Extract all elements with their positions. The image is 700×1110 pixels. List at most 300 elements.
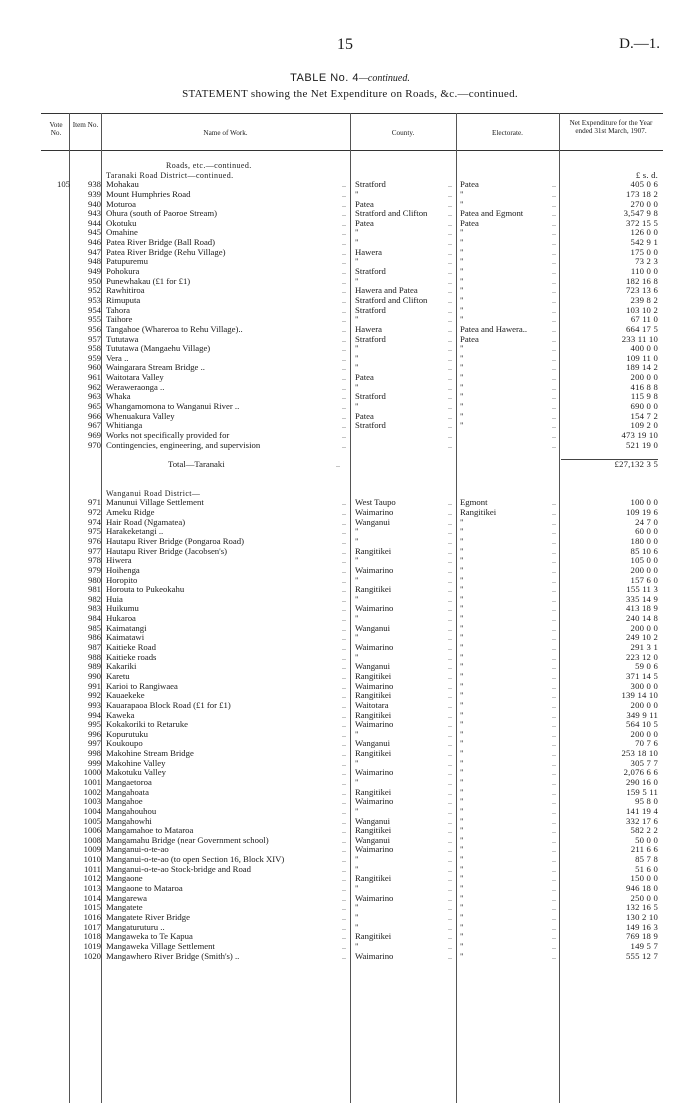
work-name: Tangahoe (Whareroa to Rehu Village).. <box>106 324 243 334</box>
dot-leader: .. <box>552 295 556 305</box>
electorate: " <box>460 816 464 826</box>
section-heading: Taranaki Road District—continued. <box>106 170 234 180</box>
dot-leader: .. <box>342 691 346 701</box>
work-name: Makotuku Valley <box>106 768 166 778</box>
table-row <box>0 508 700 518</box>
net-expenditure: 50 0 0 <box>635 834 658 845</box>
dot-leader: .. <box>342 874 346 884</box>
work-name: Huikumu <box>106 604 139 614</box>
county: Rangitikei <box>355 585 392 595</box>
dot-leader: .. <box>552 623 556 633</box>
table-title-suffix: —continued. <box>359 73 410 84</box>
item-number: 990 <box>87 670 101 681</box>
dot-leader: .. <box>552 864 556 874</box>
table-row <box>0 952 700 962</box>
dot-leader: .. <box>342 334 346 344</box>
item-number: 1003 <box>83 796 101 807</box>
dot-leader: .. <box>342 614 346 624</box>
electorate: " <box>460 382 464 392</box>
item-number: 1011 <box>83 863 101 874</box>
county: Waimarino <box>355 643 394 653</box>
table-row <box>0 219 700 229</box>
electorate: " <box>460 739 464 749</box>
dot-leader: .. <box>448 189 452 199</box>
dot-leader: .. <box>342 816 346 826</box>
item-number: 984 <box>87 613 101 624</box>
dot-leader: .. <box>552 218 556 228</box>
dot-leader: .. <box>552 305 556 315</box>
table-row <box>0 412 700 422</box>
dot-leader: .. <box>448 758 452 768</box>
electorate: " <box>460 536 464 546</box>
table-row <box>0 383 700 393</box>
dot-leader: .. <box>552 720 556 730</box>
item-number: 1017 <box>83 921 101 932</box>
work-name: Hair Road (Ngamatea) <box>106 517 186 527</box>
county: Waimarino <box>355 565 394 575</box>
work-name: Ohura (south of Paoroe Stream) <box>106 209 217 219</box>
work-name: Taihore <box>106 315 133 325</box>
dot-leader: .. <box>448 710 452 720</box>
section-heading-row <box>0 489 700 499</box>
work-name: Mangaweka to Te Kapua <box>106 932 193 942</box>
dot-leader: .. <box>448 749 452 759</box>
dot-leader: .. <box>448 527 452 537</box>
dot-leader: .. <box>342 758 346 768</box>
county: Stratford <box>355 392 386 402</box>
dot-leader: .. <box>552 633 556 643</box>
county: Stratford and Clifton <box>355 209 428 219</box>
item-number: 954 <box>87 304 101 315</box>
net-expenditure: 154 7 2 <box>630 410 658 421</box>
dot-leader: .. <box>342 739 346 749</box>
net-expenditure: 105 0 0 <box>630 555 658 566</box>
table-row <box>0 566 700 576</box>
dot-leader: .. <box>342 392 346 402</box>
electorate: " <box>460 392 464 402</box>
work-name: Kaimatawi <box>106 633 145 643</box>
dot-leader: .. <box>552 430 556 440</box>
item-number: 946 <box>87 237 101 248</box>
electorate: " <box>460 286 464 296</box>
electorate: " <box>460 604 464 614</box>
electorate: " <box>460 633 464 643</box>
dot-leader: .. <box>448 671 452 681</box>
section-heading: Wanganui Road District— <box>106 488 201 498</box>
electorate: " <box>460 700 464 710</box>
electorate: " <box>460 228 464 238</box>
electorate: " <box>460 662 464 672</box>
work-name: Mangaone to Mataroa <box>106 884 183 894</box>
dot-leader: .. <box>448 874 452 884</box>
county: Patea <box>355 373 374 383</box>
dot-leader: .. <box>552 652 556 662</box>
dot-leader: .. <box>342 575 346 585</box>
dot-leader: .. <box>448 324 452 334</box>
net-expenditure: 200 0 0 <box>630 564 658 575</box>
county: Hawera <box>355 247 383 257</box>
item-number: 956 <box>87 323 101 334</box>
net-expenditure: 109 11 0 <box>626 352 658 363</box>
electorate: " <box>460 797 464 807</box>
dot-leader: .. <box>342 643 346 653</box>
electorate: " <box>460 276 464 286</box>
item-number: 1015 <box>83 902 101 913</box>
item-number: 978 <box>87 555 101 566</box>
table-row <box>0 749 700 759</box>
dot-leader: .. <box>552 614 556 624</box>
dot-leader: .. <box>552 662 556 672</box>
electorate: " <box>460 884 464 894</box>
item-number: 962 <box>87 381 101 392</box>
county: " <box>355 189 359 199</box>
spacer-row <box>0 470 700 480</box>
dot-leader: .. <box>552 671 556 681</box>
county: " <box>355 594 359 604</box>
work-name: Patea River Bridge (Rehu Village) <box>106 247 226 257</box>
dot-leader: .. <box>342 652 346 662</box>
item-number: 960 <box>87 362 101 373</box>
dot-leader: .. <box>342 806 346 816</box>
dot-leader: .. <box>552 884 556 894</box>
dot-leader: .. <box>342 286 346 296</box>
dot-leader: .. <box>342 218 346 228</box>
dot-leader: .. <box>448 662 452 672</box>
county: " <box>355 353 359 363</box>
item-number: 979 <box>87 564 101 575</box>
table-row <box>0 267 700 277</box>
net-expenditure: 250 0 0 <box>630 892 658 903</box>
dot-leader: .. <box>342 594 346 604</box>
electorate: " <box>460 594 464 604</box>
item-number: 994 <box>87 709 101 720</box>
table-row <box>0 778 700 788</box>
electorate: " <box>460 903 464 913</box>
table-row <box>0 190 700 200</box>
item-number: 983 <box>87 603 101 614</box>
dot-leader: .. <box>448 421 452 431</box>
electorate: " <box>460 267 464 277</box>
table-row <box>0 363 700 373</box>
electorate: " <box>460 344 464 354</box>
electorate: " <box>460 411 464 421</box>
dot-leader: .. <box>342 681 346 691</box>
dot-leader: .. <box>342 633 346 643</box>
dot-leader: .. <box>342 527 346 537</box>
work-name: Whitianga <box>106 421 143 431</box>
total-row <box>0 460 700 470</box>
net-expenditure: 335 14 9 <box>625 593 658 604</box>
currency-label: £ s. d. <box>635 169 658 180</box>
work-name: Kauaekeke <box>106 691 145 701</box>
dot-leader: .. <box>552 508 556 518</box>
dot-leader: .. <box>342 344 346 354</box>
electorate: " <box>460 893 464 903</box>
work-name: Pohokura <box>106 267 140 277</box>
dot-leader: .. <box>342 941 346 951</box>
dot-leader: .. <box>552 691 556 701</box>
dot-leader: .. <box>448 594 452 604</box>
electorate: " <box>460 305 464 315</box>
table-row <box>0 296 700 306</box>
work-name: Mangaweka Village Settlement <box>106 941 215 951</box>
table-row <box>0 672 700 682</box>
electorate: " <box>460 681 464 691</box>
county: Rangitikei <box>355 546 392 556</box>
dot-leader: .. <box>552 787 556 797</box>
net-expenditure: 149 16 3 <box>625 921 658 932</box>
table-row <box>0 768 700 778</box>
dot-leader: .. <box>342 797 346 807</box>
county: Hawera and Patea <box>355 286 418 296</box>
dot-leader: .. <box>342 508 346 518</box>
net-expenditure: 211 6 6 <box>630 844 658 855</box>
item-number: 992 <box>87 690 101 701</box>
county: " <box>355 912 359 922</box>
work-name: Contingencies, engineering, and supervision <box>106 440 261 450</box>
table-row <box>0 826 700 836</box>
dot-leader: .. <box>448 517 452 527</box>
work-name: Hiwera <box>106 556 132 566</box>
dot-leader: .. <box>552 585 556 595</box>
net-expenditure: 723 13 6 <box>625 285 658 296</box>
work-name: Mangaone <box>106 874 143 884</box>
dot-leader: .. <box>342 565 346 575</box>
expenditure-table <box>0 161 700 961</box>
dot-leader: .. <box>448 238 452 248</box>
net-expenditure: 332 17 6 <box>625 815 658 826</box>
header-top-rule <box>41 113 663 114</box>
table-row <box>0 903 700 913</box>
dot-leader: .. <box>552 932 556 942</box>
work-name: Mount Humphries Road <box>106 189 191 199</box>
electorate: " <box>460 315 464 325</box>
dot-leader: .. <box>552 826 556 836</box>
item-number: 965 <box>87 401 101 412</box>
table-row <box>0 547 700 557</box>
work-name: Vera .. <box>106 353 129 363</box>
dot-leader: .. <box>336 459 340 469</box>
net-expenditure: 372 15 5 <box>625 217 658 228</box>
header-vote: Vote No. <box>49 121 63 137</box>
electorate: " <box>460 402 464 412</box>
table-row <box>0 604 700 614</box>
county: " <box>355 729 359 739</box>
dot-leader: .. <box>552 700 556 710</box>
net-expenditure: 60 0 0 <box>635 526 658 537</box>
work-name: Mohakau <box>106 180 139 190</box>
header-item: Item No. <box>72 121 99 129</box>
dot-leader: .. <box>448 257 452 267</box>
work-name: Kaitieke Road <box>106 643 156 653</box>
dot-leader: .. <box>342 893 346 903</box>
header-amount: Net Expenditure for the Year ended 31st March, 1907. <box>569 119 653 135</box>
item-number: 966 <box>87 410 101 421</box>
dot-leader: .. <box>448 286 452 296</box>
county: " <box>355 922 359 932</box>
county: Wanganui <box>355 517 391 527</box>
electorate: " <box>460 546 464 556</box>
electorate: " <box>460 951 464 961</box>
item-number: 1008 <box>83 834 101 845</box>
net-expenditure: 157 6 0 <box>630 574 658 585</box>
item-number: 955 <box>87 314 101 325</box>
table-row <box>0 865 700 875</box>
table-row <box>0 739 700 749</box>
net-expenditure: 253 18 10 <box>621 748 658 759</box>
net-expenditure: 664 17 5 <box>625 323 658 334</box>
dot-leader: .. <box>342 729 346 739</box>
work-name: Manunui Village Settlement <box>106 498 204 508</box>
electorate: Patea <box>460 218 479 228</box>
table-row <box>0 730 700 740</box>
item-number: 940 <box>87 198 101 209</box>
dot-leader: .. <box>448 623 452 633</box>
dot-leader: .. <box>448 392 452 402</box>
dot-leader: .. <box>448 373 452 383</box>
county: " <box>355 855 359 865</box>
dot-leader: .. <box>448 652 452 662</box>
county: Stratford <box>355 421 386 431</box>
table-title-main: TABLE No. 4 <box>290 72 360 84</box>
dot-leader: .. <box>552 835 556 845</box>
work-name: Mangatete <box>106 903 143 913</box>
table-row <box>0 441 700 451</box>
electorate: " <box>460 874 464 884</box>
dot-leader: .. <box>342 430 346 440</box>
dot-leader: .. <box>552 267 556 277</box>
county: Rangitikei <box>355 710 392 720</box>
net-expenditure: 305 7 7 <box>630 757 658 768</box>
work-name: Manganui-o-te-ao <box>106 845 169 855</box>
work-name: Tahora <box>106 305 130 315</box>
county: Waimarino <box>355 893 394 903</box>
dot-leader: .. <box>552 806 556 816</box>
dot-leader: .. <box>448 247 452 257</box>
item-number: 980 <box>87 574 101 585</box>
county: " <box>355 633 359 643</box>
dot-leader: .. <box>552 565 556 575</box>
dot-leader: .. <box>552 199 556 209</box>
net-expenditure: 3,547 9 8 <box>623 208 658 219</box>
dot-leader: .. <box>448 315 452 325</box>
electorate: " <box>460 729 464 739</box>
net-expenditure: 132 16 5 <box>625 902 658 913</box>
electorate: " <box>460 912 464 922</box>
work-name: Mangarewa <box>106 893 148 903</box>
work-name: Kokakoriki to Retaruke <box>106 720 189 730</box>
table-row <box>0 691 700 701</box>
dot-leader: .. <box>552 951 556 961</box>
electorate: " <box>460 778 464 787</box>
net-expenditure: 189 14 2 <box>625 362 658 373</box>
item-number: 976 <box>87 535 101 546</box>
dot-leader: .. <box>448 411 452 421</box>
dot-leader: .. <box>448 440 452 450</box>
dot-leader: .. <box>448 681 452 691</box>
table-row <box>0 624 700 634</box>
header-bottom-rule <box>41 150 663 151</box>
electorate: " <box>460 421 464 431</box>
dot-leader: .. <box>342 768 346 778</box>
net-expenditure: 946 18 0 <box>625 883 658 894</box>
electorate: Egmont <box>460 498 488 508</box>
county: " <box>355 556 359 566</box>
item-number: 1004 <box>83 805 101 816</box>
table-row <box>0 711 700 721</box>
table-row <box>0 335 700 345</box>
dot-leader: .. <box>552 922 556 932</box>
net-expenditure: 300 0 0 <box>630 680 658 691</box>
item-number: 991 <box>87 680 101 691</box>
section-heading-row <box>0 161 700 171</box>
county: Rangitikei <box>355 787 392 797</box>
work-name: Whangamomona to Wanganui River .. <box>106 402 240 412</box>
net-expenditure: 521 19 0 <box>625 439 658 450</box>
dot-leader: .. <box>448 855 452 865</box>
dot-leader: .. <box>552 334 556 344</box>
dot-leader: .. <box>448 276 452 286</box>
net-expenditure: 542 9 1 <box>630 237 658 248</box>
dot-leader: .. <box>552 797 556 807</box>
table-row <box>0 498 700 508</box>
net-expenditure: 115 9 8 <box>630 391 658 402</box>
table-row <box>0 402 700 412</box>
work-name: Mangahowhi <box>106 816 152 826</box>
county: " <box>355 806 359 816</box>
dot-leader: .. <box>342 912 346 922</box>
work-name: Tututawa (Mangaehu Village) <box>106 344 211 354</box>
dot-leader: .. <box>552 517 556 527</box>
dot-leader: .. <box>342 180 346 190</box>
dot-leader: .. <box>342 671 346 681</box>
dot-leader: .. <box>342 373 346 383</box>
dot-leader: .. <box>552 257 556 267</box>
table-row <box>0 392 700 402</box>
table-row <box>0 932 700 942</box>
statement-title: STATEMENT showing the Net Expenditure on Roads, &c.—continued. <box>182 88 518 100</box>
table-row <box>0 537 700 547</box>
item-number: 948 <box>87 256 101 267</box>
document-code: D.—1. <box>619 36 660 52</box>
item-number: 1001 <box>83 777 101 787</box>
work-name: Karetu <box>106 671 130 681</box>
dot-leader: .. <box>448 295 452 305</box>
county: Patea <box>355 411 374 421</box>
dot-leader: .. <box>342 363 346 373</box>
dot-leader: .. <box>552 209 556 219</box>
county: " <box>355 315 359 325</box>
dot-leader: .. <box>448 884 452 894</box>
net-expenditure: 70 7 6 <box>635 738 658 749</box>
dot-leader: .. <box>448 912 452 922</box>
dot-leader: .. <box>342 585 346 595</box>
dot-leader: .. <box>448 893 452 903</box>
net-expenditure: 155 11 3 <box>626 584 658 595</box>
item-number: 939 <box>87 188 101 199</box>
dot-leader: .. <box>342 517 346 527</box>
work-name: Koukoupo <box>106 739 143 749</box>
dot-leader: .. <box>552 286 556 296</box>
item-number: 989 <box>87 661 101 672</box>
table-row <box>0 373 700 383</box>
net-expenditure: 200 0 0 <box>630 699 658 710</box>
dot-leader: .. <box>552 180 556 190</box>
dot-leader: .. <box>552 893 556 903</box>
item-number: 943 <box>87 208 101 219</box>
electorate: Patea <box>460 180 479 190</box>
net-expenditure: 95 8 0 <box>635 796 658 807</box>
